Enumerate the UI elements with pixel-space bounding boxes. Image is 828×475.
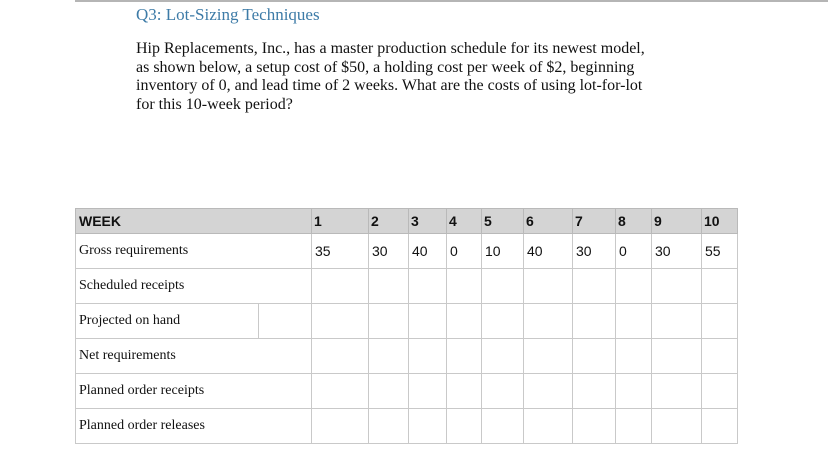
table-cell: 35 [312, 234, 369, 269]
table-cell[interactable] [702, 374, 738, 409]
table-row [76, 409, 738, 444]
week-number: 9 [652, 209, 702, 234]
table-cell[interactable] [409, 269, 447, 304]
row-label: Net requirements [76, 339, 312, 374]
table-cell: 55 [702, 234, 738, 269]
table-cell: 40 [524, 234, 573, 269]
table-cell[interactable] [652, 409, 702, 444]
week-header-row [76, 209, 738, 234]
problem-line: Hip Replacements, Inc., has a master production schedule for its newest model, [136, 40, 645, 57]
table-cell: 30 [573, 234, 616, 269]
table-row [76, 339, 738, 374]
table-cell[interactable] [482, 304, 524, 339]
table-cell[interactable] [409, 409, 447, 444]
table-cell[interactable] [447, 339, 482, 374]
table-cell[interactable] [616, 339, 652, 374]
table-cell: 40 [409, 234, 447, 269]
table-cell[interactable] [369, 409, 409, 444]
table-cell[interactable] [573, 269, 616, 304]
week-number: 8 [616, 209, 652, 234]
row-label: Gross requirements [76, 234, 312, 269]
table-cell[interactable] [482, 339, 524, 374]
table-cell[interactable] [702, 269, 738, 304]
table-cell[interactable] [482, 374, 524, 409]
week-number: 10 [702, 209, 738, 234]
table-cell[interactable] [447, 409, 482, 444]
table-cell[interactable] [369, 269, 409, 304]
table-cell[interactable] [524, 374, 573, 409]
table-cell[interactable] [312, 339, 369, 374]
table-cell[interactable] [482, 269, 524, 304]
table-row [76, 374, 738, 409]
table-cell[interactable] [312, 374, 369, 409]
table-cell[interactable] [652, 269, 702, 304]
table-cell[interactable] [482, 409, 524, 444]
row-label: Planned order releases [76, 409, 312, 444]
week-number: 5 [482, 209, 524, 234]
table-cell[interactable] [524, 409, 573, 444]
table-cell: 10 [482, 234, 524, 269]
table-cell[interactable] [616, 374, 652, 409]
problem-line: as shown below, a setup cost of $50, a holding cost per week of $2, beginning [136, 58, 635, 76]
problem-statement [136, 40, 706, 114]
table-cell[interactable] [573, 374, 616, 409]
table-cell[interactable] [447, 269, 482, 304]
table-cell[interactable] [652, 339, 702, 374]
row-label: Projected on hand [76, 304, 259, 339]
table-cell[interactable] [702, 339, 738, 374]
week-number: 6 [524, 209, 573, 234]
question-title: Q3: Lot-Sizing Techniques [136, 5, 320, 24]
table-cell[interactable] [702, 304, 738, 339]
table-cell: 30 [652, 234, 702, 269]
mrp-table [75, 208, 738, 444]
beginning-inventory-cell[interactable] [259, 304, 312, 339]
table-row [76, 234, 738, 269]
top-divider [75, 0, 828, 2]
table-row [76, 269, 738, 304]
week-header-label: WEEK [76, 209, 312, 234]
table-cell[interactable] [409, 304, 447, 339]
table-cell[interactable] [573, 409, 616, 444]
table-cell[interactable] [369, 339, 409, 374]
table-cell[interactable] [447, 374, 482, 409]
table-cell[interactable] [573, 304, 616, 339]
week-number: 4 [447, 209, 482, 234]
table-cell[interactable] [652, 304, 702, 339]
table-cell[interactable] [616, 269, 652, 304]
row-label: Scheduled receipts [76, 269, 312, 304]
table-cell: 30 [369, 234, 409, 269]
table-cell: 0 [447, 234, 482, 269]
problem-line: for this 10-week period? [136, 95, 293, 113]
table-cell[interactable] [312, 409, 369, 444]
table-cell[interactable] [524, 339, 573, 374]
week-number: 3 [409, 209, 447, 234]
table-cell[interactable] [616, 409, 652, 444]
table-row [76, 304, 738, 339]
table-cell[interactable] [409, 339, 447, 374]
table-cell[interactable] [369, 304, 409, 339]
table-cell[interactable] [312, 269, 369, 304]
table-cell[interactable] [652, 374, 702, 409]
table-cell[interactable] [409, 374, 447, 409]
week-number: 1 [312, 209, 369, 234]
table-cell[interactable] [312, 304, 369, 339]
row-label: Planned order receipts [76, 374, 312, 409]
table-cell[interactable] [573, 339, 616, 374]
table-cell[interactable] [524, 304, 573, 339]
table-cell[interactable] [447, 304, 482, 339]
table-cell[interactable] [702, 409, 738, 444]
problem-line: inventory of 0, and lead time of 2 weeks. What are the costs of using lot-for-lot [136, 77, 643, 94]
table-cell[interactable] [616, 304, 652, 339]
week-number: 7 [573, 209, 616, 234]
table-cell[interactable] [369, 374, 409, 409]
table-cell[interactable] [524, 269, 573, 304]
week-number: 2 [369, 209, 409, 234]
table-cell: 0 [616, 234, 652, 269]
